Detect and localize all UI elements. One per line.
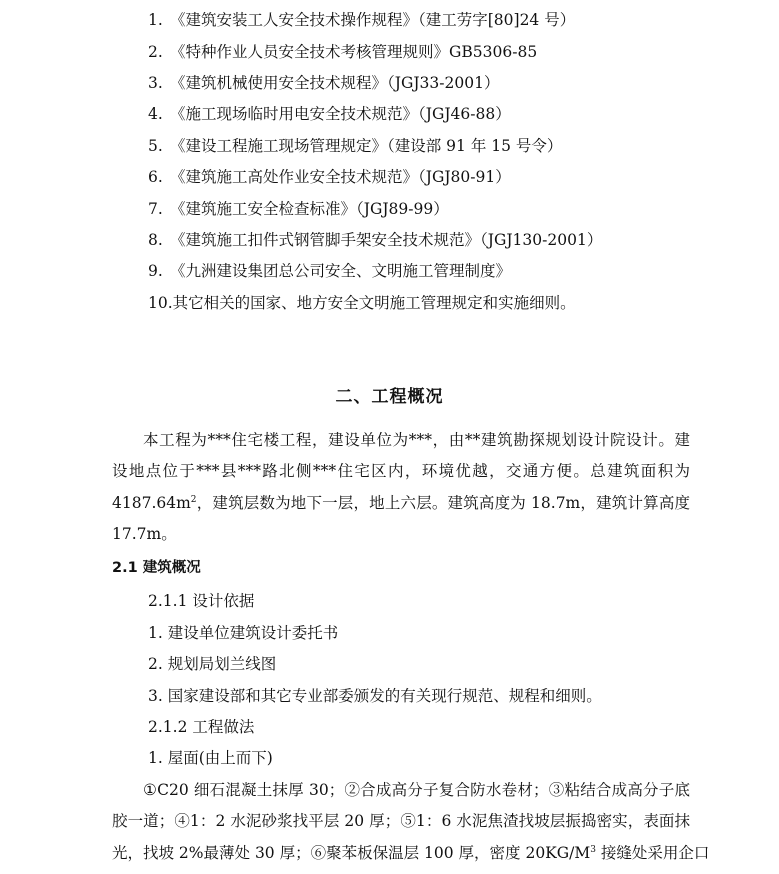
reference-item-8 <box>148 230 602 250</box>
reference-item-5 <box>148 136 562 156</box>
area-unit-exponent: 2 <box>190 494 197 505</box>
reference-number: 7. <box>148 200 163 218</box>
reference-text: 《建筑安装工人安全技术操作规程》（建工劳字[80]24 号） <box>170 11 576 29</box>
reference-item-1 <box>148 10 575 30</box>
overview-line-3 <box>112 493 690 513</box>
reference-item-6 <box>148 167 511 187</box>
roof-line-3 <box>112 843 710 863</box>
design-basis-item-2: 2. 规划局划兰线图 <box>148 655 277 673</box>
section-2-1-2-heading: 2.1.2 工程做法 <box>148 718 255 736</box>
section-2-1-heading: 2.1 建筑概况 <box>112 560 201 576</box>
section-heading: 二、工程概况 <box>335 387 444 407</box>
overview-line-4: 17.7m。 <box>112 525 177 543</box>
reference-number: 1. <box>148 11 163 29</box>
design-basis-item-3: 3. 国家建设部和其它专业部委颁发的有关现行规范、规程和细则。 <box>148 687 602 705</box>
reference-item-3 <box>148 73 499 93</box>
reference-item-10: 10.其它相关的国家、地方安全文明施工管理规定和实施细则。 <box>148 294 576 312</box>
reference-text: 《建设工程施工现场管理规定》（建设部 91 年 15 号令） <box>170 137 563 155</box>
overview-line-1: 本工程为***住宅楼工程，建设单位为***，由**建筑勘探规划设计院设计。建 <box>143 431 690 449</box>
reference-text: 《建筑施工扣件式钢管脚手架安全技术规范》（JGJ130-2001） <box>170 231 603 249</box>
density-unit-exponent: 3 <box>590 844 596 855</box>
reference-number: 6. <box>148 168 163 186</box>
reference-item-2 <box>148 42 537 62</box>
reference-number: 2. <box>148 43 163 61</box>
overview-line-3-rest: ，建筑层数为地下一层，地上六层。建筑高度为 18.7m，建筑计算高度 <box>196 494 690 512</box>
reference-item-4 <box>148 104 511 124</box>
reference-text: 《特种作业人员安全技术考核管理规则》GB5306-85 <box>170 43 538 61</box>
roof-title: 1. 屋面(由上而下) <box>148 749 273 767</box>
reference-text: 《建筑施工安全检查标准》（JGJ89-99） <box>170 200 449 218</box>
reference-text: 《九洲建设集团总公司安全、文明施工管理制度》 <box>170 262 512 280</box>
overview-line-2: 设地点位于***县***路北侧***住宅区内，环境优越，交通方便。总建筑面积为 <box>112 462 690 480</box>
design-basis-item-1: 1. 建设单位建筑设计委托书 <box>148 624 339 642</box>
reference-text: 《建筑施工高处作业安全技术规范》（JGJ80-91） <box>170 168 511 186</box>
roof-line-3-text: 光，找坡 2%最薄处 30 厚；⑥聚苯板保温层 100 厚，密度 20KG/M <box>112 844 591 862</box>
reference-number: 3. <box>148 74 163 92</box>
section-2-1-1-heading: 2.1.1 设计依据 <box>148 592 255 610</box>
reference-number: 9. <box>148 262 163 280</box>
reference-text: 《施工现场临时用电安全技术规范》（JGJ46-88） <box>170 105 511 123</box>
roof-line-2: 胶一道；④1：2 水泥砂浆找平层 20 厚；⑤1：6 水泥焦渣找坡层振捣密实，表面抹 <box>112 812 690 830</box>
reference-number: 8. <box>148 231 163 249</box>
area-value: 4187.64m <box>112 494 191 512</box>
reference-number: 4. <box>148 105 163 123</box>
roof-line-1: ①C20 细石混凝土抹厚 30；②合成高分子复合防水卷材；③粘结合成高分子底 <box>143 781 690 799</box>
reference-text: 《建筑机械使用安全技术规程》（JGJ33-2001） <box>170 74 500 92</box>
reference-number: 5. <box>148 137 163 155</box>
roof-line-3-rest: 接缝处采用企口 <box>595 844 710 862</box>
reference-item-9 <box>148 261 511 281</box>
reference-item-7 <box>148 199 449 219</box>
